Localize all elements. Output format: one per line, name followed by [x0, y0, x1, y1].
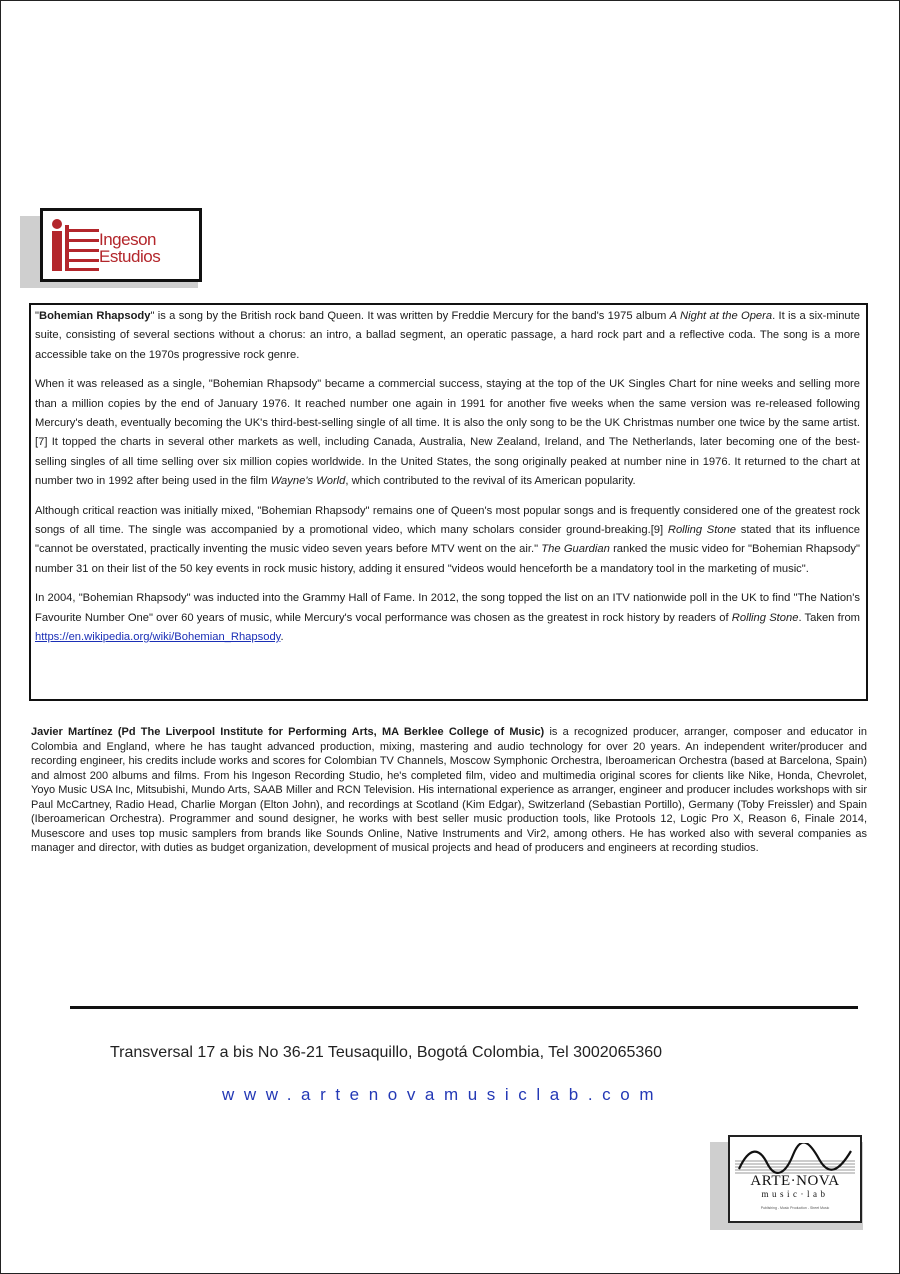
footer-address: Transversal 17 a bis No 36-21 Teusaquillo, Bogotá Colombia, Tel 3002065360	[110, 1044, 663, 1061]
ingeson-mark-icon	[49, 217, 99, 273]
logo-line-1: Ingeson	[99, 230, 156, 249]
publication-rolling-stone: Rolling Stone	[667, 524, 737, 537]
artenova-subtitle: music·lab	[761, 1189, 829, 1199]
article-paragraph-2	[35, 375, 860, 491]
publication-guardian: The Guardian	[541, 543, 610, 556]
wikipedia-link[interactable]: https://en.wikipedia.org/wiki/Bohemian_Rhapsody	[35, 631, 281, 644]
text-run: When it was released as a single, "Bohemian Rhapsody" became a commercial success, staying at the top of the UK Singles Chart for nine weeks and selling more than a million copies by the end of January 1976. It reached number one again in 1991 for another five weeks when the same version was re-released following Mercury's death, eventually becoming the UK's third-best-selling single of all time. It is also the only song to be the UK Christmas number one twice by the same artist.[7] It topped the charts in several other markets as well, including Canada, Australia, New Zealand, Ireland, and The Netherlands, later becoming one of the best-selling singles of all time selling over six million copies worldwide. In the United States, the song originally peaked at number nine in 1976. It returned to the chart at number two in 1992 after being used in the film	[35, 378, 860, 488]
article-paragraph-1: "Bohemian Rhapsody" is a song by the British rock band Queen. It was written by Freddie Mercury for the band's 1975 album A Night at the Opera. It is a six-minute suite, consisting of several sections without a chorus: an intro, a ballad segment, an operatic passage, a hard rock part and a reflective coda. The song is a more accessible take on the 1970s progressive rock genre.	[35, 310, 860, 361]
text-run: In 2004, "Bohemian Rhapsody" was inducted into the Grammy Hall of Fame. In 2012, the song topped the list on an ITV nationwide poll in the UK to find "The Nation's Favourite Number One" over 60 years of music, while Mercury's vocal performance was chosen as the greatest in rock history by readers of	[35, 592, 860, 624]
logo-frame	[40, 208, 202, 282]
logo-line-2: Estudios	[99, 247, 161, 266]
article-paragraph-3	[35, 502, 860, 580]
bio-text: is a recognized producer, arranger, composer and educator in Colombia and England, where he has taught advanced production, mixing, mastering and audio technology for over 20 years. An independent writer/producer and recording engineer, his credits include works and scores for Colombian TV Channels, Moscow Symphonic Orchestra, Iberoamerican Orchestra (based at Barcelona, Spain) and almost 200 albums and films. From his Ingeson Recording Studio, he's completed film, video and multimedia original scores for clients like Nike, Honda, Chevrolet, Yoyo Music USA Inc, Mitsubishi, Mundo Arts, SAAB Miller and RCN Television. His international experience as arranger, engineer and producer includes workshops with sir Paul McCartney, Radio Head, Charlie Morgan (Elton John), and recordings at Scotland (Kim Edgar), Switzerland (Sebastian Portillo), Germany (Toby Freissler) and Spain (Iberoamerican Orchestra). Programmer and sound designer, he works with best seller music production tools, like Protools 12, Logic Pro X, Reason 6, Finale 2014, Musescore and uses top music samplers from brands like Sounds Online, Native Instruments and Vir2, among others. He has worked also with several companies as manager and director, with duties as budget organization, development of musical projects and head of producers and engineers at recording studios.	[31, 726, 867, 854]
text-run: . Taken from	[798, 611, 860, 624]
text-run: stated that its influence "cannot be overstated, practically inventing the music video seven years before MTV went on the air."	[35, 524, 860, 556]
music-wave-icon	[735, 1143, 855, 1175]
footer-website[interactable]: www.artenovamusiclab.com	[222, 1085, 664, 1104]
publication-rolling-stone: Rolling Stone	[731, 611, 799, 624]
article-paragraph-4	[35, 589, 860, 647]
artenova-logo	[728, 1135, 862, 1223]
author-bio	[31, 725, 867, 856]
ingeson-logo	[20, 208, 200, 288]
text-run: , which contributed to the revival of its American popularity.	[345, 475, 636, 488]
text-run: Although critical reaction was initially mixed, "Bohemian Rhapsody" remains one of Queen's most popular songs and is frequently considered one of the greatest rock songs of all time. The single was accompanied by a promotional video, which many scholars consider ground-breaking.[9]	[35, 504, 860, 537]
author-name: Javier Martínez (Pd The Liverpool Institute for Performing Arts, MA Berklee College of Music)	[31, 726, 545, 738]
text-run: ranked the music video for "Bohemian Rhapsody" number 31 on their list of the 50 key events in rock music history, adding it ensured "videos would henceforth be a mandatory tool in the marketing of music".	[35, 543, 860, 575]
artenova-title: ARTE·NOVA	[750, 1173, 840, 1189]
artenova-tagline: Publishing - Music Production - Sheet Music	[760, 1206, 830, 1210]
text-run: . It is a six-minute suite, consisting of several sections without a chorus: an intro, a ballad segment, an operatic passage, a hard rock part and a reflective coda. The song is a more accessible take on the 1970s progressive rock genre.	[35, 310, 860, 361]
footer-divider	[70, 1006, 858, 1009]
logo-wordmark	[99, 231, 160, 265]
film-title: Wayne's World	[270, 475, 346, 488]
album-title: A Night at the Opera	[669, 310, 773, 322]
text-run: .	[280, 631, 284, 644]
text-run: " is a song by the British rock band Queen. It was written by Freddie Mercury for the band's 1975 album	[150, 310, 670, 322]
song-title: Bohemian Rhapsody	[38, 310, 151, 322]
article-box	[29, 303, 868, 701]
